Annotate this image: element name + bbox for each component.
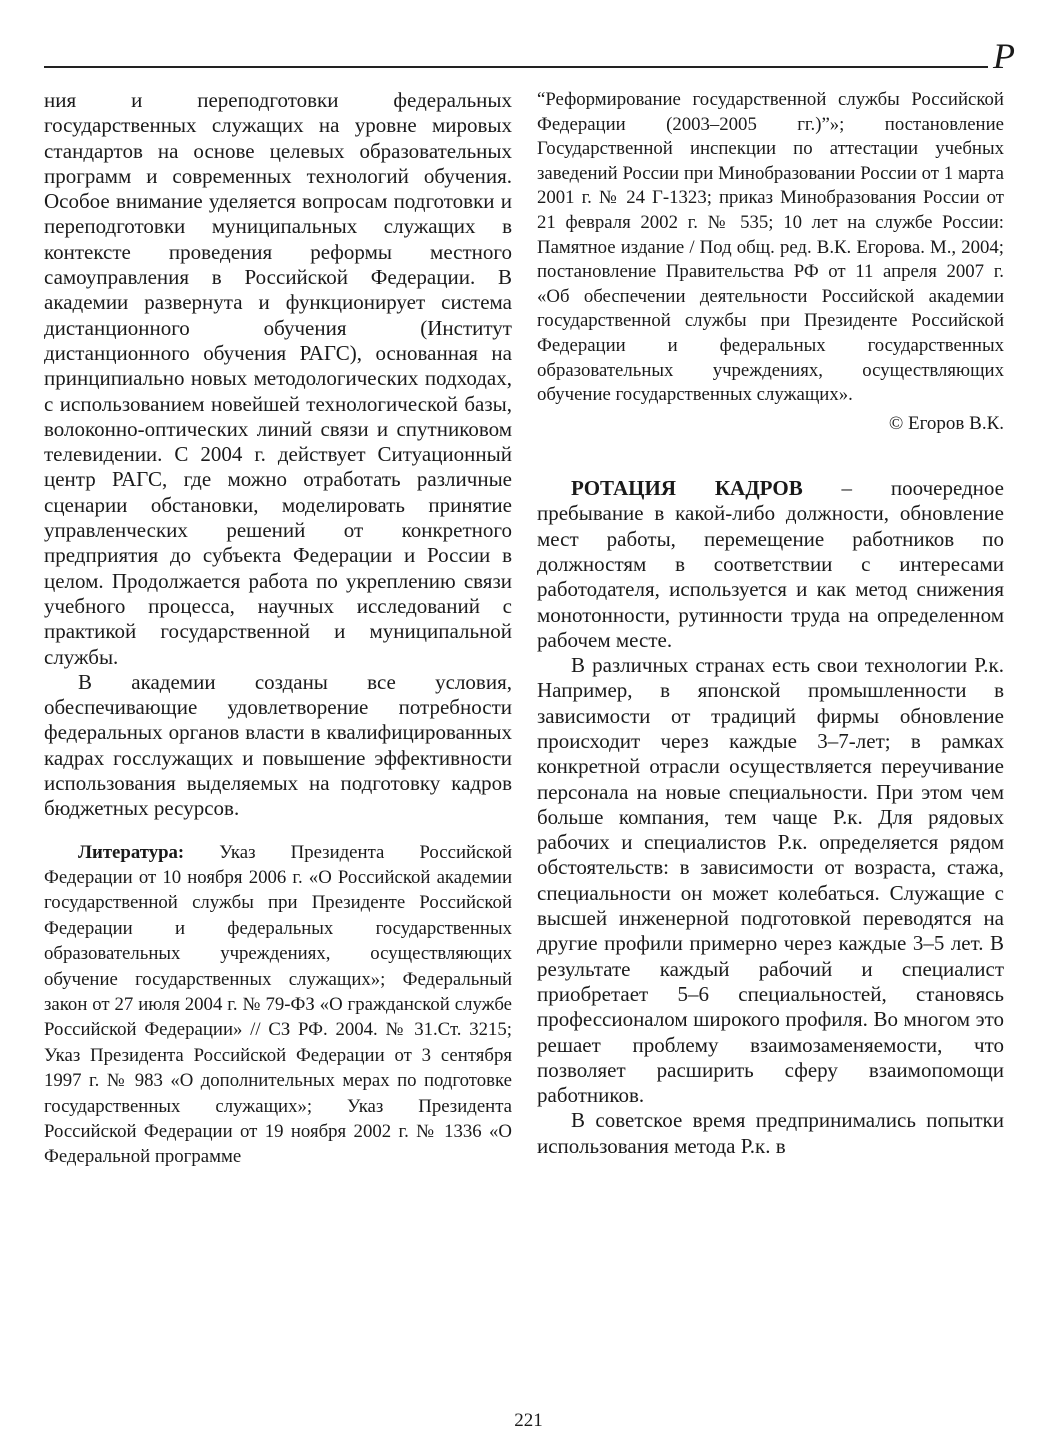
- literature-text: Указ Президента Российской Федерации от 10 ноября 2006 г. «О Российской академии государственной службы при Президенте Российской Федерации и федеральных государственных образовательных учреждениях, осуществляющих обучение государственных служащих»; Федеральный закон от 27 июля 2004 г. № 79-ФЗ «О гражданской службе Российской Федерации» // СЗ РФ. 2004. № 31.Ст. 3215; Указ Президента Российской Федерации от 3 сентября 1997 г. № 983 «О дополнительных мерах по подготовке государственных служащих»; Указ Президента Российской Федерации от 19 ноября 2002 г. № 1336 «О Федеральной программе: [44, 841, 512, 1168]
- paragraph: В академии созданы все условия, обеспечивающие удовлетворение потребности федеральных органов власти в квалифицированных кадрах госслужащих и повышение эффективности использования выделяемых на подготовку кадров бюджетных ресурсов.: [44, 669, 512, 821]
- author-credit: © Егоров В.К.: [888, 412, 1004, 434]
- paragraph: В советское время предпринимались попытки использования метода Р.к. в: [537, 1108, 1004, 1158]
- header-rule: [44, 66, 988, 68]
- entry-definition-text: – поочередное пребывание в какой-либо должности, обновление мест работы, перемещение работников по должностям в соответствии с интересами работодателя, используется и как метод снижения монотонности, рутинности труда на определенном рабочем месте.: [537, 476, 1004, 652]
- literature-continuation: “Реформирование государственной службы Российской Федерации (2003–2005 гг.)”»; постановление Государственной инспекции по аттестации учебных заведений России при Минобразовании России от 1 марта 2001 г. № 24 Г-1323; приказ Минобразования России от 21 февраля 2002 г. № 535; 10 лет на службе России: Памятное издание / Под общ. ред. В.К. Егорова. М., 2004; постановление Правительства РФ от 11 апреля 2007 г. «Об обеспечении деятельности Российской академии государственной службы при Президенте Российской Федерации и федеральных государственных образовательных учреждениях, осуществляющих обучение государственных служащих».: [537, 89, 1004, 406]
- paragraph: ния и переподготовки федеральных государственных служащих на уровне мировых стандартов на основе целевых образовательных программ и современных технологий обучения. Особое внимание уделяется вопросам подготовки и переподготовки муниципальных служащих в контексте проведения реформы местного самоуправления в Российской Федерации. В академии развернута и функционирует система дистанционного обучения (Институт дистанционного обучения РАГС), основанная на принципиально новых методологических подходах, с использованием новейшей технологической базы, волоконно-оптических линий связи и спутниковом телевидении. С 2004 г. действует Ситуационный центр РАГС, где можно отработать различные сценарии обстановки, моделировать принятие управленческих решений от конкретного предприятия до субъекта Федерации и России в целом. Продолжается работа по укреплению связи учебного процесса, научных исследований с практикой государственной и муниципальной службы.: [44, 88, 512, 669]
- section-letter: Р: [993, 36, 1015, 76]
- literature-label: Литература:: [78, 841, 185, 863]
- paragraph: В различных странах есть свои технологии Р.к. Например, в японской промышленности в зависимости от традиций фирмы обновление происходит через каждые 3–7-лет; в рамках конкретной отрасли осуществляется переучивание персонала на новые специальности. При этом чем больше компания, тем чаще Р.к. Для рядовых рабочих и специалистов Р.к. определяется рядом обстоятельств: в зависимости от возраста, стажа, специальности он может колебаться. Служащие с высшей инженерной подготовкой переводятся на другие профили примерно через каждые 3–5 лет. В результате каждый рабочий и специалист приобретает 5–6 специальностей, становясь профессионалом широкого профиля. Во многом это решает проблему взаимозаменяемости, что позволяет расширить сферу взаимопомощи работников.: [537, 653, 1004, 1108]
- entry-definition: [537, 476, 1004, 653]
- page-number: 221: [514, 1410, 543, 1431]
- right-column: [537, 88, 1004, 1159]
- left-column: [44, 88, 512, 1170]
- literature-paragraph: [44, 840, 512, 1170]
- entry-term: РОТАЦИЯ КАДРОВ: [571, 476, 803, 501]
